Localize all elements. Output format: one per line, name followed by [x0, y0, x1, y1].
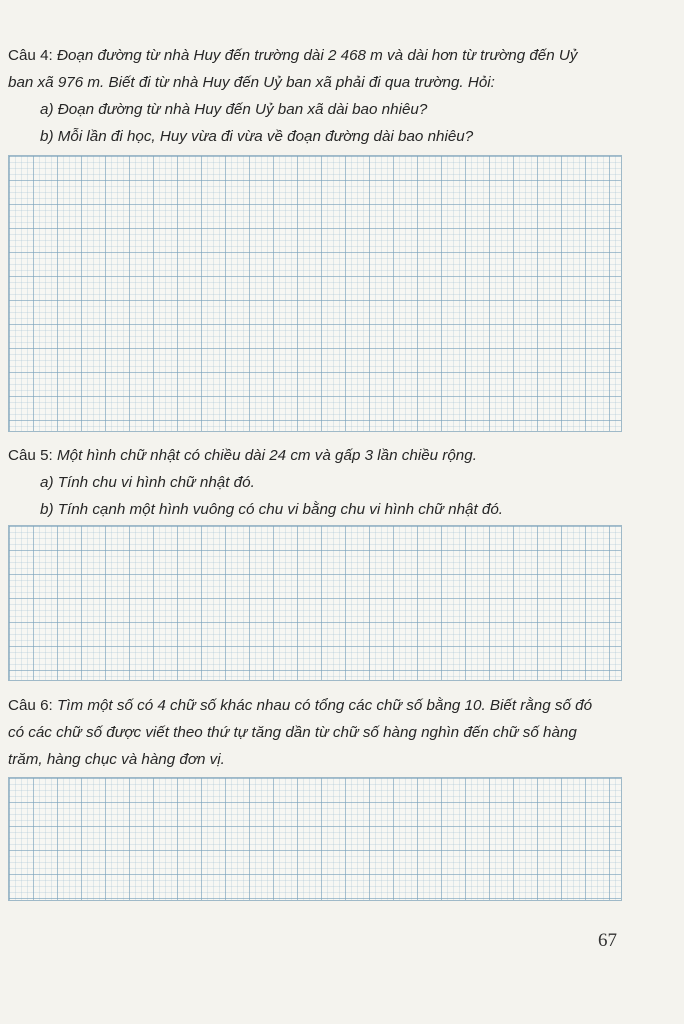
question-5 [8, 442, 628, 523]
answer-grid-5 [8, 525, 622, 681]
question-6-label: Câu 6: [8, 697, 53, 714]
question-6-text-1: Tìm một số có 4 chữ số khác nhau có tổng các chữ số bằng 10. Biết rằng số đó [52, 697, 593, 714]
question-4-text-1: Đoạn đường từ nhà Huy đến trường dài 2 468 m và dài hơn từ trường đến Uỷ [52, 47, 578, 64]
question-6-text-2: có các chữ số được viết theo thứ tự tăng dần từ chữ số hàng nghìn đến chữ số hàng [8, 724, 577, 741]
question-4-part-a: a) Đoạn đường từ nhà Huy đến Uỷ ban xã dài bao nhiêu? [40, 101, 428, 118]
answer-grid-6 [8, 777, 622, 901]
question-5-part-b: b) Tính cạnh một hình vuông có chu vi bằng chu vi hình chữ nhật đó. [40, 501, 504, 518]
question-6-text-3: trăm, hàng chục và hàng đơn vị. [8, 751, 225, 768]
question-4-text-2: ban xã 976 m. Biết đi từ nhà Huy đến Uỷ ban xã phải đi qua trường. Hỏi: [8, 74, 495, 91]
question-4-label: Câu 4: [8, 47, 53, 64]
question-6-line-1 [8, 692, 628, 719]
question-4-part-b: b) Mỗi lần đi học, Huy vừa đi vừa về đoạn đường dài bao nhiêu? [40, 128, 474, 145]
question-4-line-1 [8, 42, 628, 69]
answer-grid-4 [8, 155, 622, 432]
question-5-text-1: Một hình chữ nhật có chiều dài 24 cm và gấp 3 lần chiều rộng. [52, 447, 477, 464]
question-5-line-1 [8, 442, 628, 469]
question-5-label: Câu 5: [8, 447, 53, 464]
question-6 [8, 692, 628, 773]
page-number: 67 [598, 930, 617, 951]
question-5-part-a: a) Tính chu vi hình chữ nhật đó. [40, 474, 255, 491]
question-4 [8, 42, 628, 150]
